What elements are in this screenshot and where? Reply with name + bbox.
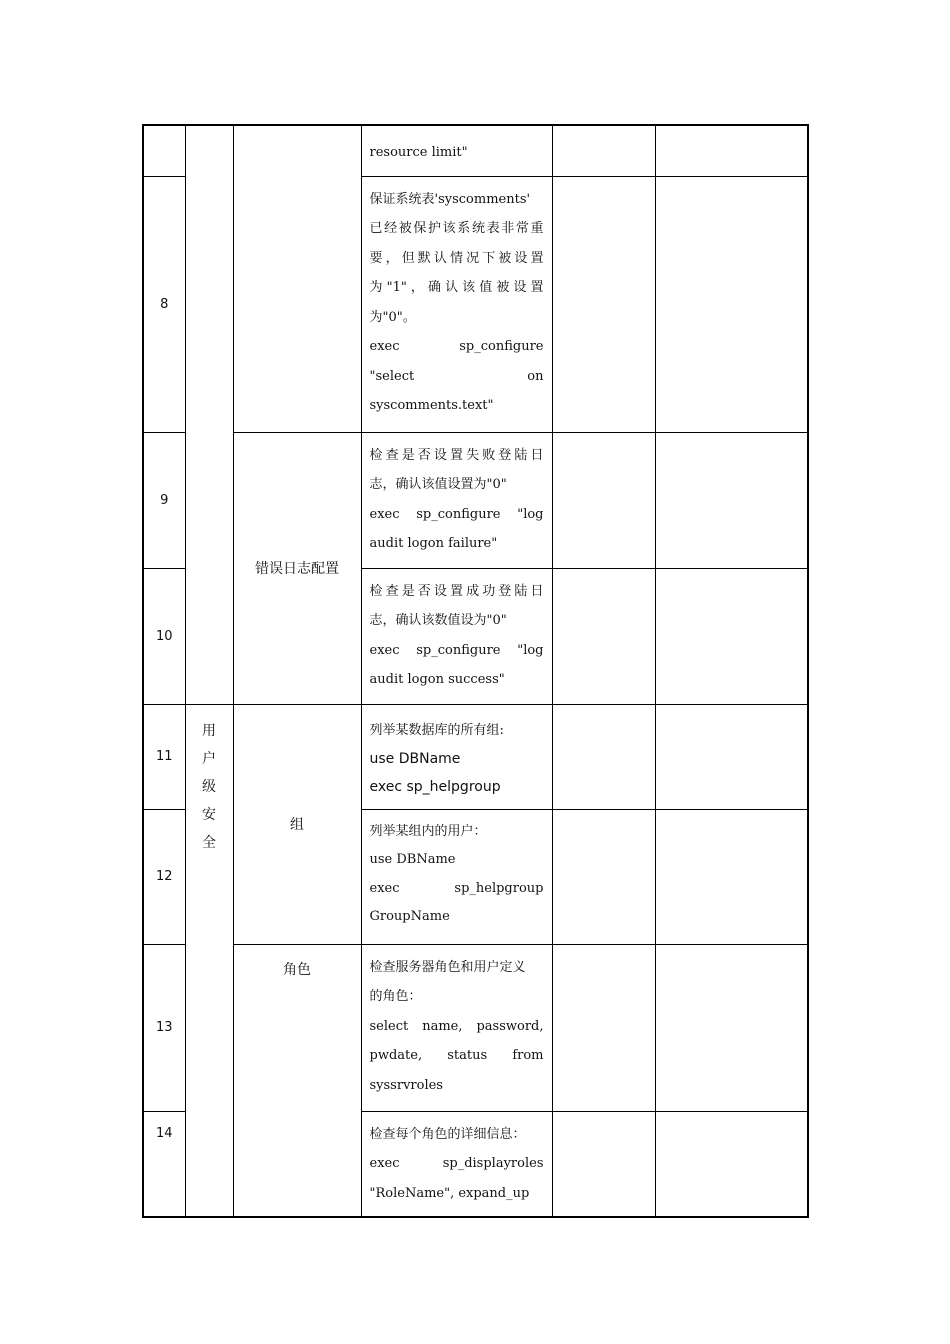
- description-line: 已经被保护该系统表非常重: [369, 221, 544, 236]
- row-number: 8: [143, 176, 185, 432]
- description-line: exec sp_displayroles: [369, 1156, 544, 1171]
- category-char: 户: [202, 750, 216, 767]
- result-cell: [552, 176, 655, 432]
- description-line: use DBName: [369, 750, 461, 767]
- category-char: 安: [202, 806, 216, 823]
- description-line: exec sp_helpgroup: [369, 880, 544, 896]
- category-char: 级: [202, 778, 216, 795]
- description-line: use DBName: [369, 852, 456, 867]
- description-line: pwdate, status from: [369, 1048, 544, 1063]
- row-number: 10: [143, 568, 185, 704]
- description-line: exec sp_helpgroup: [369, 778, 501, 795]
- category-char: 用: [202, 722, 216, 739]
- table-row: [143, 125, 808, 176]
- description-line: 列举某组内的用户：: [369, 823, 487, 839]
- description-line: "RoleName", expand_up: [369, 1185, 530, 1201]
- description-line: exec sp_configure "log: [369, 642, 544, 658]
- description-line: 志，确认该数值设为"0": [369, 613, 507, 628]
- section-error-log-config: 错误日志配置: [233, 432, 361, 704]
- security-checklist-table: [142, 124, 809, 1218]
- description-line: syscomments.text": [369, 398, 494, 413]
- description-line: 志，确认该值设置为"0": [369, 477, 507, 492]
- remark-cell: [655, 432, 808, 568]
- description-line: resource limit": [369, 145, 468, 160]
- description-line: 列举某数据库的所有组:: [369, 722, 504, 738]
- row-number: 13: [143, 944, 185, 1111]
- remark-cell: [655, 568, 808, 704]
- result-cell: [552, 704, 655, 809]
- check-description: [361, 809, 552, 944]
- description-line: "select on: [369, 368, 544, 384]
- row-number: 9: [143, 432, 185, 568]
- description-line: 检查服务器角色和用户定义: [369, 959, 526, 975]
- section-role: 角色: [233, 944, 361, 1217]
- description-line: 检查是否设置成功登陆日: [369, 583, 544, 599]
- result-cell: [552, 432, 655, 568]
- row-number: 12: [143, 809, 185, 944]
- result-cell: [552, 568, 655, 704]
- result-cell: [552, 125, 655, 176]
- check-description: [361, 704, 552, 809]
- remark-cell: [655, 809, 808, 944]
- table-row: [143, 432, 808, 568]
- check-description: [361, 944, 552, 1111]
- row-number: 14: [143, 1111, 185, 1217]
- remark-cell: [655, 704, 808, 809]
- row-number: 11: [143, 704, 185, 809]
- check-description: [361, 568, 552, 704]
- category-cell-upper: [185, 125, 233, 704]
- description-line: syssrvroles: [369, 1077, 443, 1093]
- section-group: 组: [233, 704, 361, 944]
- result-cell: [552, 944, 655, 1111]
- description-line: 为"1"，确认该值被设置: [369, 280, 544, 295]
- description-line: select name, password,: [369, 1018, 544, 1034]
- table-row: [143, 704, 808, 809]
- row-number: [143, 125, 185, 176]
- remark-cell: [655, 125, 808, 176]
- description-line: GroupName: [369, 909, 450, 924]
- table-row: [143, 944, 808, 1111]
- section-cell-upper: [233, 125, 361, 432]
- description-line: 保证系统表'syscomments': [369, 191, 531, 207]
- result-cell: [552, 1111, 655, 1217]
- description-line: exec sp_configure "log: [369, 506, 544, 522]
- check-description: [361, 432, 552, 568]
- check-description: [361, 125, 552, 176]
- description-line: 要，但默认情况下被设置: [369, 250, 544, 266]
- description-line: 为"0"。: [369, 309, 416, 325]
- check-description: [361, 1111, 552, 1217]
- category-char: 全: [202, 834, 216, 851]
- description-line: audit logon success": [369, 672, 505, 687]
- description-line: 检查是否设置失败登陆日: [369, 447, 544, 463]
- remark-cell: [655, 176, 808, 432]
- description-line: 的角色：: [369, 989, 422, 1004]
- description-line: exec sp_configure: [369, 339, 544, 354]
- result-cell: [552, 809, 655, 944]
- category-user-level-security: [185, 704, 233, 1217]
- description-line: 检查每个角色的详细信息：: [369, 1126, 526, 1142]
- check-description: [361, 176, 552, 432]
- description-line: audit logon failure": [369, 536, 498, 551]
- remark-cell: [655, 944, 808, 1111]
- remark-cell: [655, 1111, 808, 1217]
